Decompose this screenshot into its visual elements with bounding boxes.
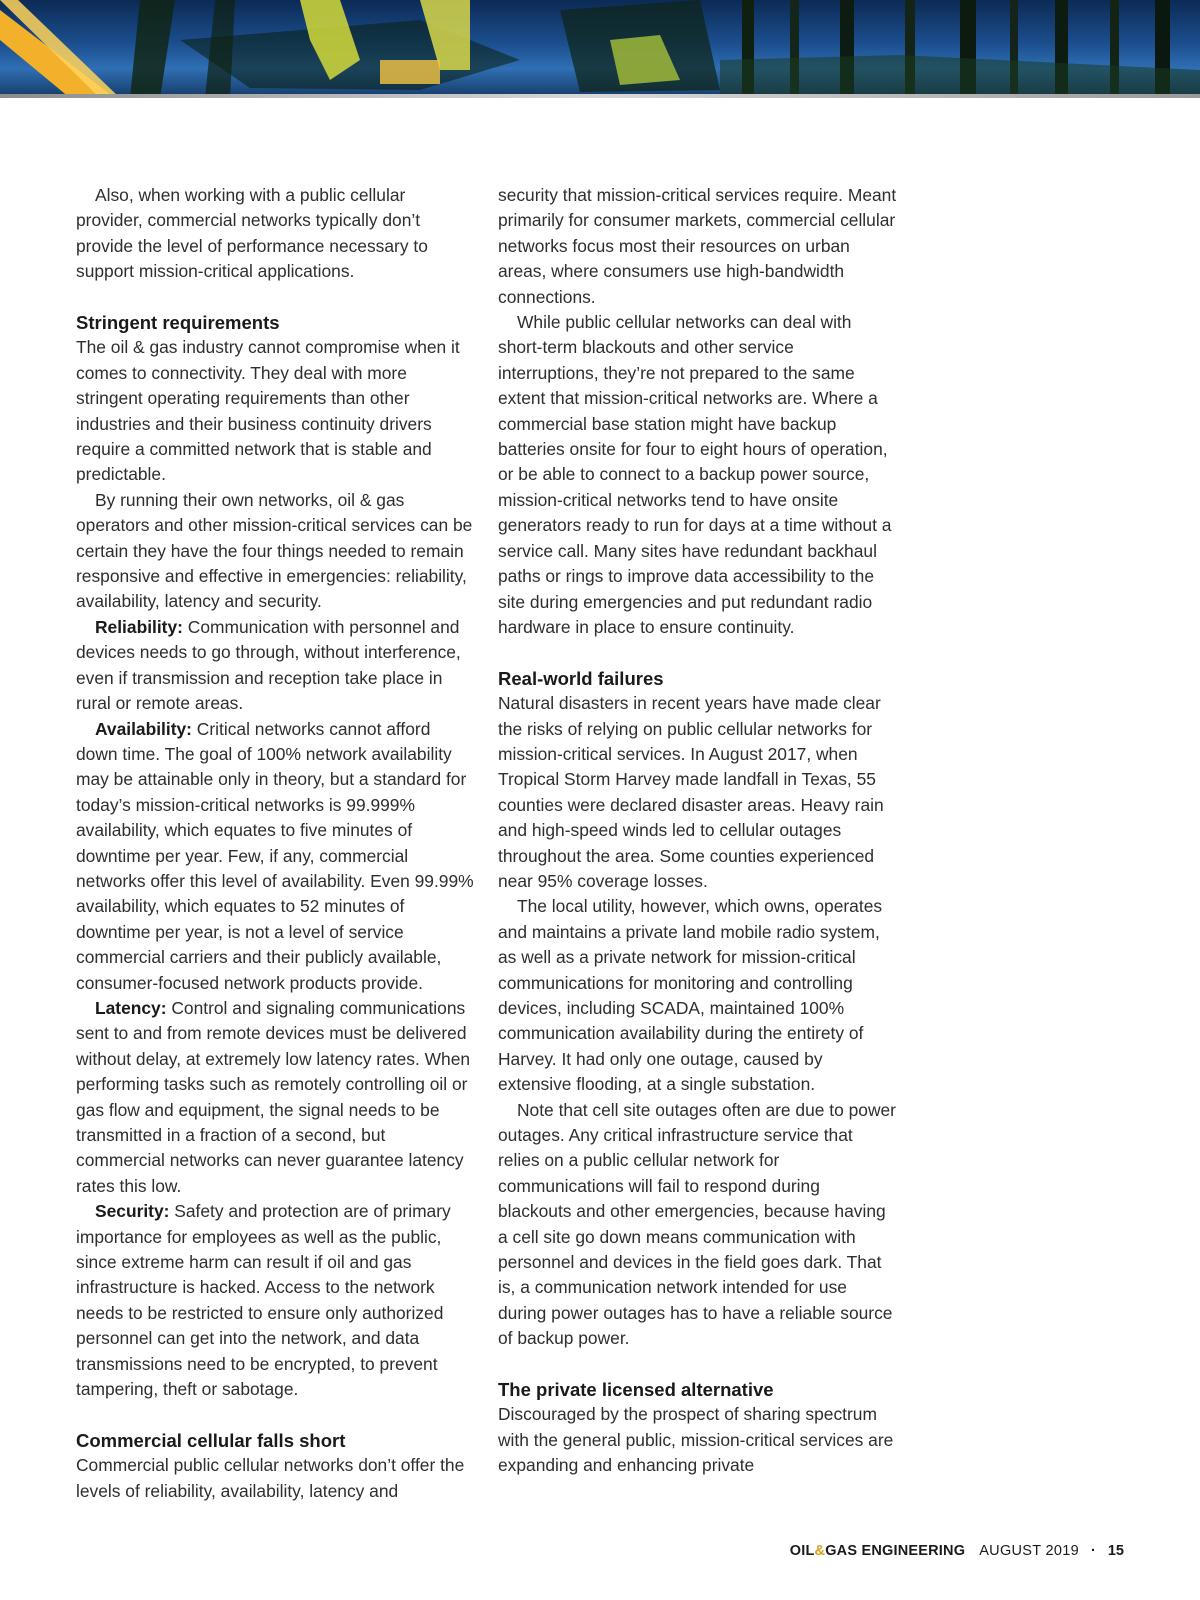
reliability-text: Communication with personnel and devices needs to go through, without interference, even if transmission and reception take place in rural or remote areas. [76, 616, 461, 714]
latency-text: Control and signaling communications sent to and from remote devices must be delivered without delay, at extremely low latency rates. When performing tasks such as remotely controlling oil or gas flow and equipment, the signal needs to be transmitted in a fraction of a second, but commercial networks can never guarantee latency rates this low. [76, 997, 471, 1196]
brand-gas-engineering: GAS ENGINEERING [825, 1543, 966, 1559]
heading-real-world-failures: Real-world failures [498, 667, 664, 689]
article-column-left [76, 183, 476, 1504]
brand-ampersand: & [814, 1543, 826, 1559]
availability-label: Availability: [95, 718, 192, 739]
brand-oil: OIL [789, 1543, 815, 1559]
availability-text: Critical networks cannot afford down time. The goal of 100% network availability may be attainable only in theory, but a standard for today’s mission-critical networks is 99.999% availability, which equates to five minutes of downtime per year. Few, if any, commercial networks offer this level of availability. Even 99.99% availability, which equates to 52 minutes of downtime per year, is not a level of service commercial carriers and their publicly available, consumer-focused network products provide. [76, 718, 474, 993]
issue-date: AUGUST 2019 [979, 1543, 1079, 1559]
banner-divider [0, 94, 1200, 98]
paragraph-reliability [76, 615, 476, 717]
security-text: Safety and protection are of primary importance for employees as well as the public, since extreme harm can result if oil and gas infrastructure is hacked. Access to the network needs to be restricted to ensure only authorized personnel can get into the network, and data transmissions need to be encrypted, to prevent tampering, theft or sabotage. [76, 1201, 451, 1400]
paragraph-while: While public cellular networks can deal with short-term blackouts and other service interruptions, they’re not prepared to the same extent that mission-critical networks are. Where a commercial base station might have backup batteries onsite for four to eight hours of operation, or be able to connect to a backup power source, mission-critical networks tend to have onsite generators ready to run for days at a time without a service call. Many sites have redundant backhaul paths or rings to improve data accessibility to the site during emergencies and put redundant radio hardware in place to ensure continuity. [498, 312, 892, 637]
footer-separator: · [1090, 1543, 1096, 1559]
heading-commercial-cellular: Commercial cellular falls short [76, 1429, 346, 1451]
paragraph-intro: Also, when working with a public cellular provider, commercial networks typically don’t provide the level of performance necessary to support mission-critical applications. [76, 185, 428, 282]
paragraph-real-world-2: The local utility, however, which owns, operates and maintains a private land mobile radio system, as well as a private network for mission-critical communications for monitoring and controlling devices, including SCADA, maintained 100% communication availability during the entirety of Harvey. It had only one outage, caused by extensive flooding, at a single substation. [498, 896, 883, 1095]
reliability-label: Reliability: [95, 616, 183, 637]
page-footer [790, 1543, 1124, 1559]
header-photo-banner [0, 0, 1200, 98]
heading-stringent-requirements: Stringent requirements [76, 312, 280, 334]
paragraph-commercial: Commercial public cellular networks don’t offer the levels of reliability, availability, latency and [76, 1455, 465, 1501]
paragraph-real-world-1: Natural disasters in recent years have made clear the risks of relying on public cellular networks for mission-critical services. In August 2017, when Tropical Storm Harvey made landfall in Texas, 55 counties were declared disaster areas. Heavy rain and high-speed winds led to cellular outages throughout the area. Some counties experienced near 95% coverage losses. [498, 693, 884, 891]
latency-label: Latency: [95, 997, 167, 1018]
article-column-right [498, 183, 898, 1479]
paragraph-stringent-2: By running their own networks, oil & gas operators and other mission-critical services can be certain they have the four things needed to remain responsive and effective in emergencies: reliability, availability, latency and security. [76, 489, 473, 612]
paragraph-stringent-1: The oil & gas industry cannot compromise when it comes to connectivity. They deal with more stringent operating requirements than other industries and their business continuity drivers require a committed network that is stable and predictable. [76, 337, 460, 485]
paragraph-private: Discouraged by the prospect of sharing spectrum with the general public, mission-critical services are expanding and enhancing private [498, 1404, 894, 1476]
paragraph-latency [76, 996, 476, 1199]
paragraph-security [76, 1199, 476, 1402]
security-label: Security: [95, 1201, 170, 1222]
heading-private-licensed: The private licensed alternative [498, 1379, 774, 1401]
paragraph-availability [76, 717, 476, 996]
paragraph-continued: security that mission-critical services require. Meant primarily for consumer markets, commercial cellular networks focus most their resources on urban areas, where consumers use high-bandwidth connections. [498, 185, 897, 307]
forest-machinery-photo [0, 0, 1200, 98]
page-number: 15 [1107, 1543, 1124, 1559]
paragraph-real-world-3: Note that cell site outages often are due to power outages. Any critical infrastructure service that relies on a public cellular network for communications will fail to respond during blackouts and other emergencies, because having a cell site go down means communication with personnel and devices in the field goes dark. That is, a communication network intended for use during power outages has to have a reliable source of backup power. [498, 1099, 896, 1349]
publication-name [790, 1543, 965, 1559]
